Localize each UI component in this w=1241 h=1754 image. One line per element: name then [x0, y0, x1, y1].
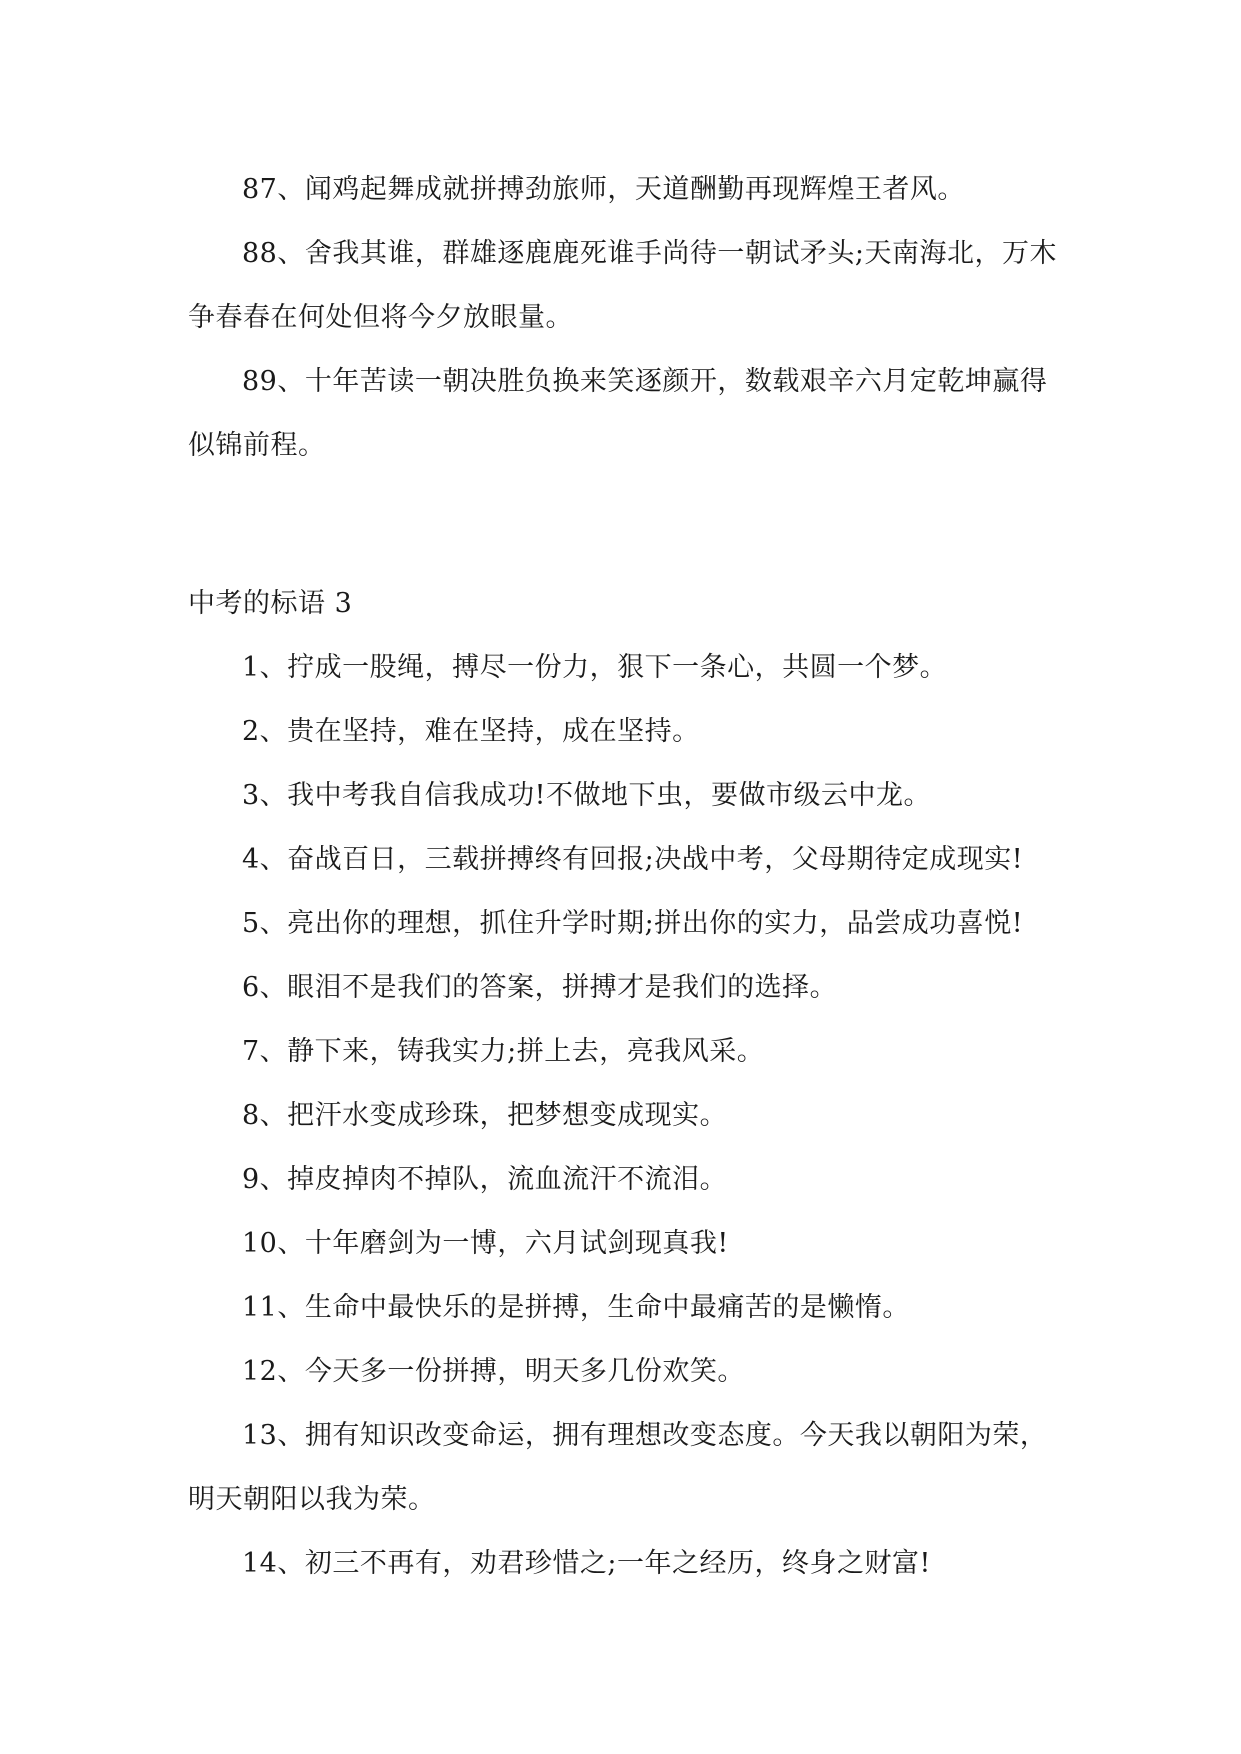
- slogan-8: 8、把汗水变成珍珠，把梦想变成现实。: [242, 1100, 728, 1131]
- slogan-7: 7、静下来，铸我实力;拼上去，亮我风采。: [242, 1036, 765, 1067]
- slogan-10: 10、十年磨剑为一博，六月试剑现真我!: [242, 1228, 729, 1259]
- slogan-4: 4、奋战百日，三载拼搏终有回报;决战中考，父母期待定成现实!: [242, 844, 1024, 875]
- paragraph-87: 87、闻鸡起舞成就拼搏劲旅师，天道酬勤再现辉煌王者风。: [242, 174, 965, 205]
- slogan-11: 11、生命中最快乐的是拼搏，生命中最痛苦的是懒惰。: [242, 1292, 910, 1323]
- slogan-2: 2、贵在坚持，难在坚持，成在坚持。: [242, 716, 700, 747]
- slogan-9: 9、掉皮掉肉不掉队，流血流汗不流泪。: [242, 1164, 728, 1195]
- slogan-5: 5、亮出你的理想，抓住升学时期;拼出你的实力，品尝成功喜悦!: [242, 908, 1024, 939]
- slogan-12: 12、今天多一份拼搏，明天多几份欢笑。: [242, 1356, 745, 1387]
- paragraph-89: 89、十年苦读一朝决胜负换来笑逐颜开，数载艰辛六月定乾坤赢得似锦前程。: [188, 366, 1048, 461]
- slogan-13: 13、拥有知识改变命运，拥有理想改变态度。今天我以朝阳为荣，明天朝阳以我为荣。: [188, 1420, 1048, 1515]
- slogan-1: 1、拧成一股绳，搏尽一份力，狠下一条心，共圆一个梦。: [242, 652, 948, 683]
- document-page: [188, 158, 1058, 1596]
- slogan-3: 3、我中考我自信我成功!不做地下虫，要做市级云中龙。: [242, 780, 932, 811]
- paragraph-88: 88、舍我其谁，群雄逐鹿鹿死谁手尚待一朝试矛头;天南海北，万木争春春在何处但将今夕放眼量。: [188, 238, 1057, 333]
- section-heading: 中考的标语 3: [188, 588, 353, 619]
- slogan-6: 6、眼泪不是我们的答案，拼搏才是我们的选择。: [242, 972, 838, 1003]
- slogan-14: 14、初三不再有，劝君珍惜之;一年之经历，终身之财富!: [242, 1548, 931, 1579]
